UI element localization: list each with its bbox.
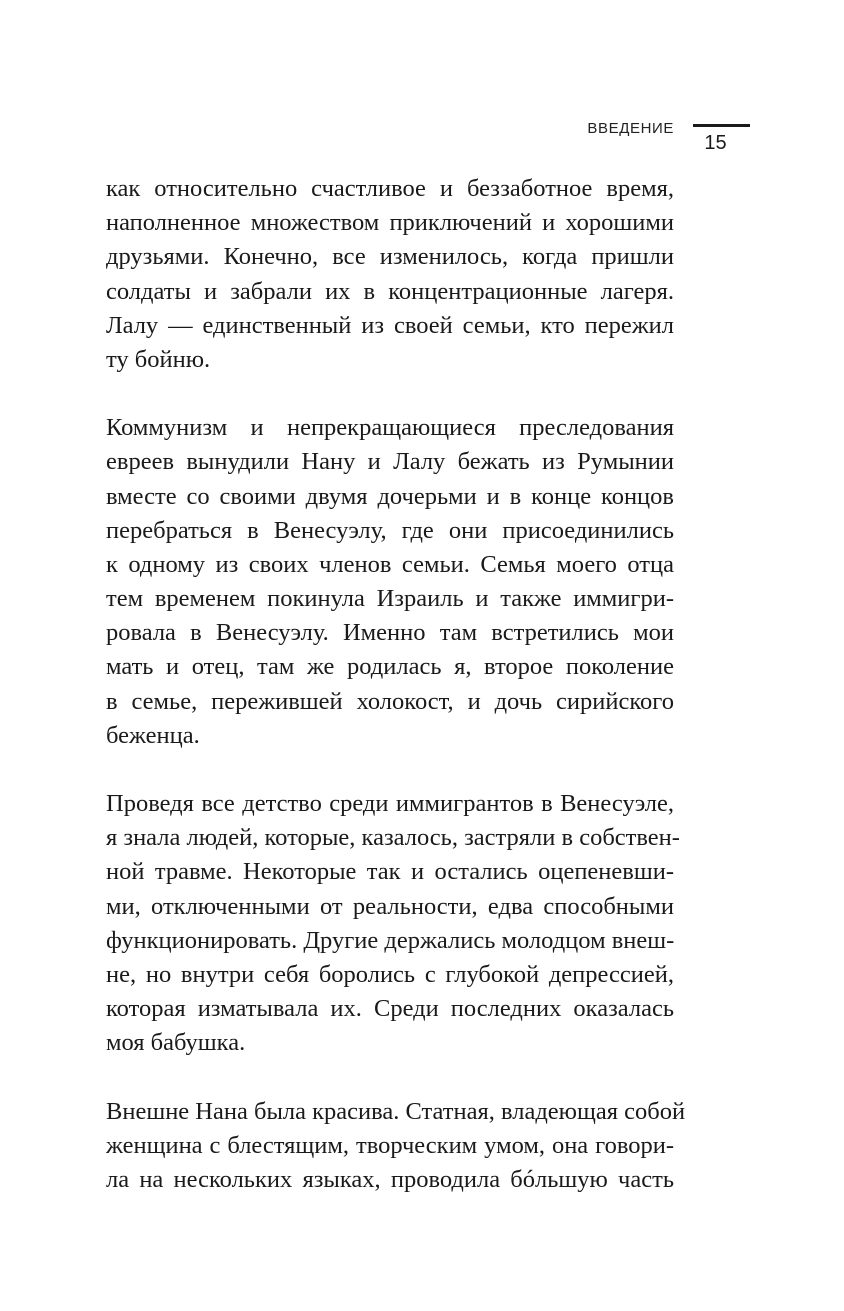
body-text [106, 172, 686, 1231]
text-line: которая изматывала их. Среди последних оказалась [106, 995, 674, 1023]
text-line: тем временем покинула Израиль и также иммигри- [106, 585, 674, 613]
paragraph [106, 787, 680, 1061]
text-line: как относительно счастливое и беззаботное время, [106, 175, 674, 202]
text-line: солдаты и забрали их в концентрационные лагеря. [106, 277, 674, 305]
text-line: перебраться в Венесуэлу, где они присоединились [106, 516, 674, 544]
text-line: друзьями. Конечно, все изменилось, когда пришли [106, 243, 674, 271]
text-line: не, но внутри себя боролись с глубокой депрессией, [106, 960, 674, 988]
text-line: моя бабушка. [106, 1029, 246, 1057]
text-line: ту бойню. [106, 345, 211, 373]
running-head: ВВЕДЕНИЕ [587, 120, 674, 137]
text-line: евреев вынудили Нану и Лалу бежать из Румынии [106, 448, 674, 476]
text-line: наполненное множеством приключений и хорошими [106, 209, 674, 237]
text-line: Лалу — единственный из своей семьи, кто пережил [106, 311, 674, 339]
text-line: мать и отец, там же родилась я, второе поколение [106, 653, 674, 681]
folio-rule [693, 124, 750, 127]
paragraph [106, 172, 674, 377]
text-line: я знала людей, которые, казалось, застряли в собствен- [106, 824, 680, 852]
paragraph [106, 411, 674, 753]
text-line: Внешне Нана была красива. Статная, владеющая собой [106, 1097, 686, 1125]
text-line: к одному из своих членов семьи. Семья моего отца [106, 550, 674, 578]
text-line: ми, отключенными от реальности, едва способными [106, 892, 674, 920]
text-line: ной травме. Некоторые так и остались оцепеневши- [106, 858, 674, 886]
text-line: ровала в Венесуэлу. Именно там встретились мои [106, 619, 674, 647]
text-line: Проведя все детство среди иммигрантов в Венесуэле, [106, 790, 674, 817]
text-line: функционировать. Другие держались молодцом внеш- [106, 926, 675, 954]
text-line: в семье, пережившей холокост, и дочь сирийского [106, 687, 674, 715]
text-line: вместе со своими двумя дочерьми и в конце концов [106, 482, 674, 510]
text-line: ла на нескольких языках, проводила бóльшую часть [106, 1165, 674, 1193]
text-line: Коммунизм и непрекращающиеся преследования [106, 414, 674, 442]
text-line: беженца. [106, 721, 200, 749]
text-line: женщина с блестящим, творческим умом, она говори- [106, 1131, 674, 1159]
paragraph [106, 1095, 686, 1198]
page-number: 15 [704, 132, 727, 154]
